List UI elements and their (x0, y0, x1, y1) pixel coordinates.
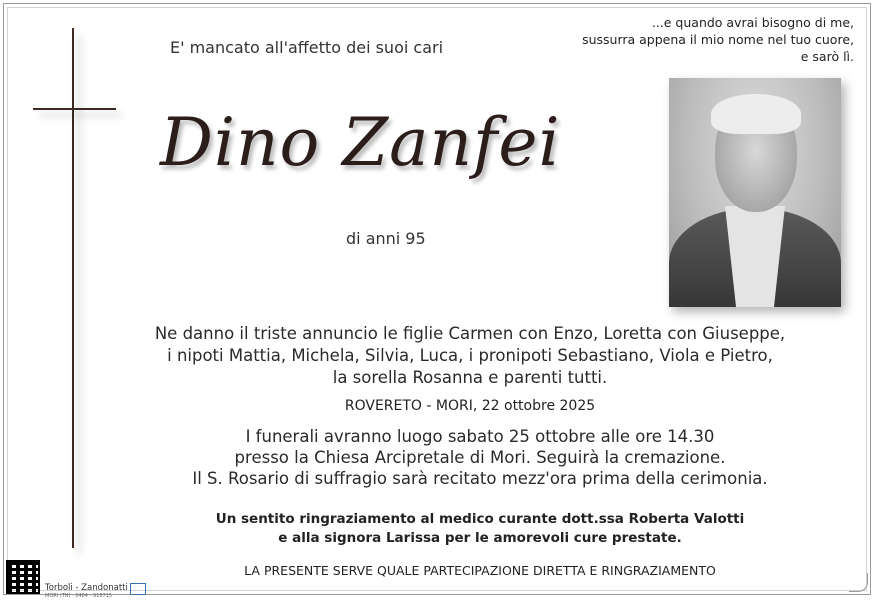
portrait-hair (711, 94, 801, 134)
portrait-photo (669, 78, 841, 307)
quote-line: e sarò lì. (800, 49, 854, 64)
memorial-quote (524, 14, 854, 65)
cross-icon-vertical (72, 28, 74, 548)
funeral-line: Il S. Rosario di suffragio sarà recitato mezz'ora prima della cerimonia. (192, 469, 768, 488)
funeral-line: presso la Chiesa Arcipretale di Mori. Seguirà la cremazione. (234, 448, 726, 467)
announcement (150, 323, 790, 389)
cross-icon-horizontal (33, 108, 116, 110)
funeral-details (150, 426, 810, 489)
intro-text: E' mancato all'affetto dei suoi cari (170, 38, 444, 57)
thanks-line: e alla signora Larissa per le amorevoli cure prestate. (278, 530, 682, 546)
quote-line: ...e quando avrai bisogno di me, (651, 15, 854, 30)
thanks-note (150, 510, 810, 548)
funeral-home-logo-icon (130, 583, 146, 595)
deceased-name: Dino Zanfei (160, 104, 561, 181)
funeral-line: I funerali avranno luogo sabato 25 ottobre alle ore 14.30 (245, 427, 715, 446)
announcement-line: Ne danno il triste annuncio le figlie Carmen con Enzo, Loretta con Giuseppe, (154, 324, 786, 343)
quote-line: sussurra appena il mio nome nel tuo cuore, (582, 32, 854, 47)
footer-note: LA PRESENTE SERVE QUALE PARTECIPAZIONE DIRETTA E RINGRAZIAMENTO (244, 563, 716, 578)
funeral-home-name: Torboli - Zandonatti (45, 583, 128, 593)
place-date: ROVERETO - MORI, 22 ottobre 2025 (344, 398, 596, 414)
announcement-line: la sorella Rosanna e parenti tutti. (332, 368, 608, 387)
funeral-home-contact: MORI (TN) · 0464 - 918715 (45, 593, 113, 599)
announcement-line: i nipoti Mattia, Michela, Silvia, Luca, i pronipoti Sebastiano, Viola e Pietro, (167, 346, 773, 365)
thanks-line: Un sentito ringraziamento al medico curante dott.ssa Roberta Valotti (215, 511, 745, 527)
qr-code-icon[interactable] (6, 560, 40, 594)
deceased-age: di anni 95 (346, 229, 426, 248)
